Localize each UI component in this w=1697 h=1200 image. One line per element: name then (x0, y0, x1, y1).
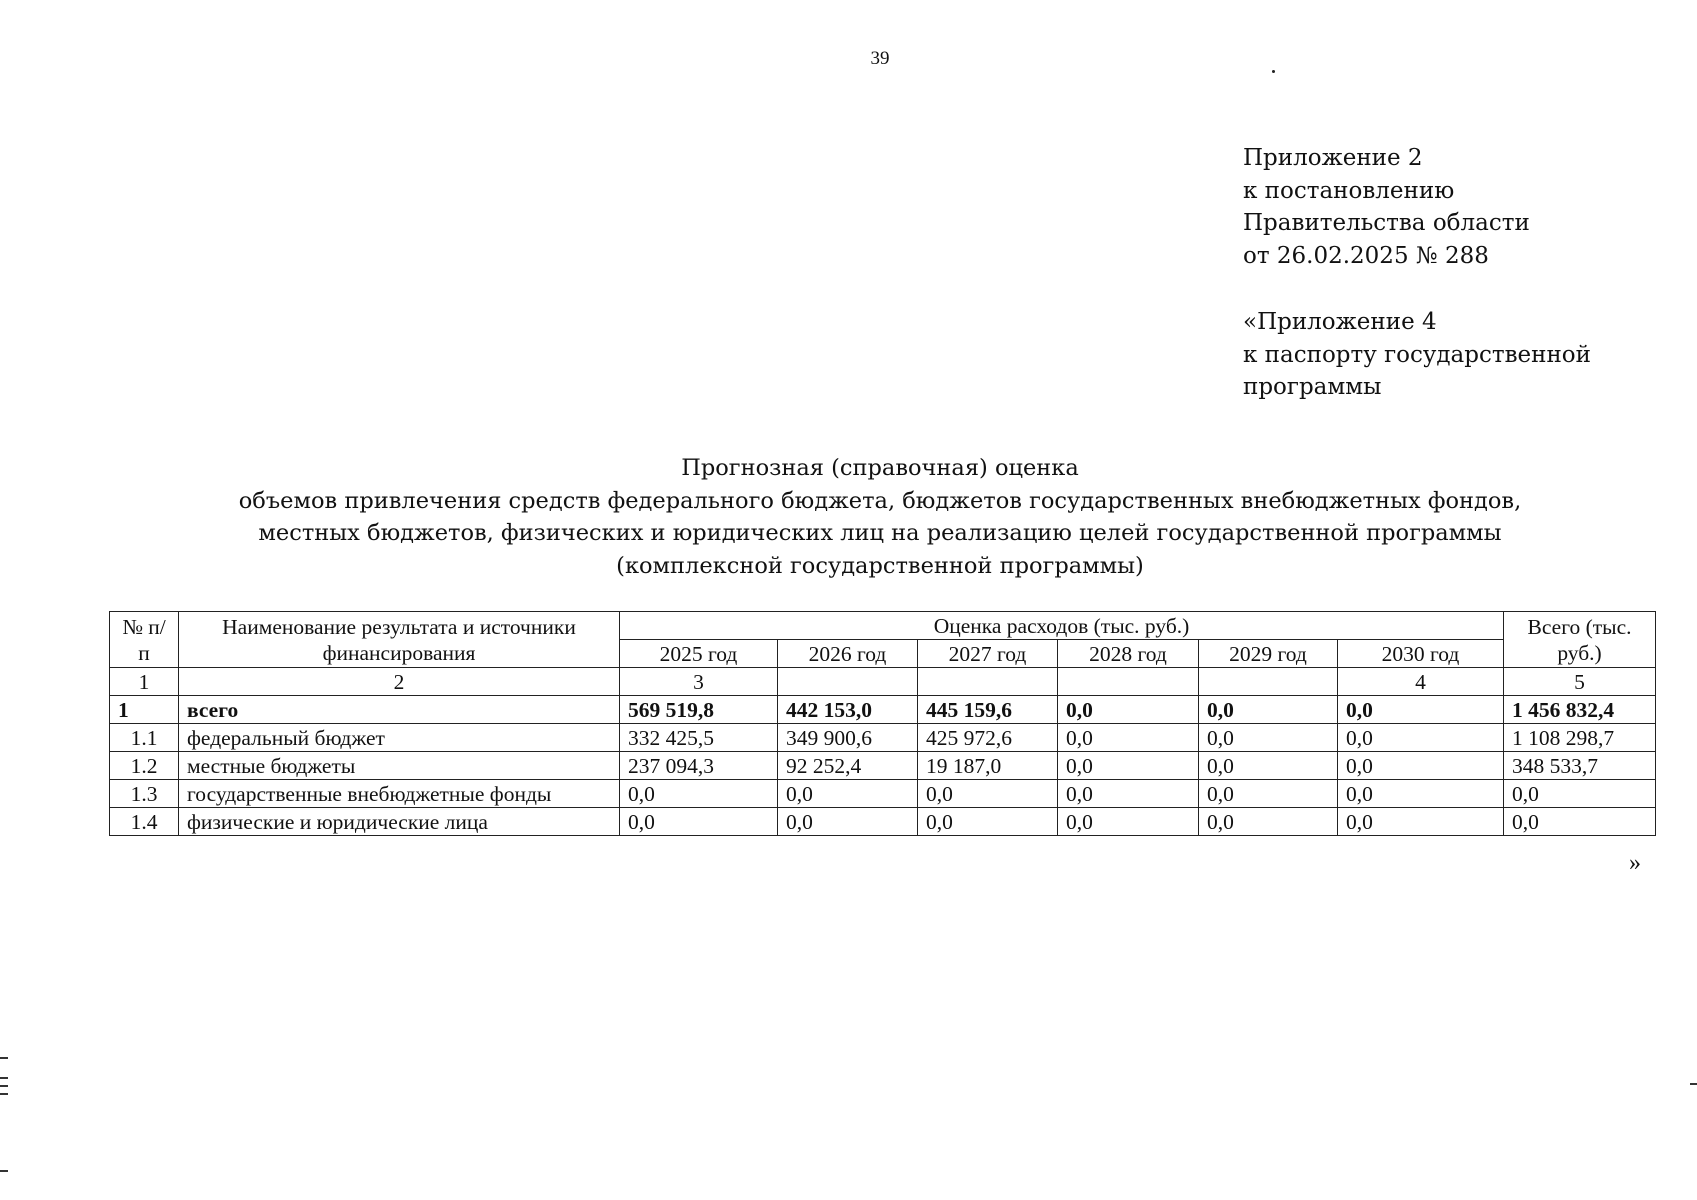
table-body (110, 668, 1656, 836)
row-name: государственные внебюджетные фонды (179, 780, 620, 808)
index-cell: 1 (110, 668, 179, 696)
row-name: местные бюджеты (179, 752, 620, 780)
row-value: 0,0 (1338, 808, 1504, 836)
budget-table (109, 611, 1656, 836)
index-cell: 2 (179, 668, 620, 696)
index-cell: 3 (620, 668, 778, 696)
row-total: 0,0 (1504, 780, 1656, 808)
appendix-line: Приложение 2 (1243, 145, 1423, 171)
edge-mark (1690, 1083, 1697, 1085)
appendix-sub-line: программы (1243, 374, 1382, 400)
header-row (110, 612, 1656, 640)
row-value: 0,0 (1199, 780, 1338, 808)
row-value: 0,0 (1338, 696, 1504, 724)
edge-mark (0, 1093, 8, 1095)
document-title (0, 452, 1697, 582)
appendix-gap (1243, 272, 1591, 306)
row-value: 0,0 (620, 780, 778, 808)
index-cell (778, 668, 918, 696)
table-row (110, 696, 1656, 724)
row-value: 425 972,6 (918, 724, 1058, 752)
row-num: 1 (110, 696, 179, 724)
row-value: 0,0 (1199, 752, 1338, 780)
table-row (110, 724, 1656, 752)
stray-dot (1272, 70, 1275, 73)
header-estimate: Оценка расходов (тыс. руб.) (620, 612, 1504, 640)
row-value: 0,0 (1058, 808, 1199, 836)
row-value: 0,0 (778, 808, 918, 836)
appendix-sub-line: к паспорту государственной (1243, 341, 1591, 368)
header-year: 2025 год (620, 640, 778, 668)
closing-quote: » (1629, 850, 1641, 876)
row-total: 1 108 298,7 (1504, 724, 1656, 752)
row-value: 0,0 (1199, 696, 1338, 724)
row-value: 0,0 (1338, 724, 1504, 752)
header-year: 2026 год (778, 640, 918, 668)
row-value: 0,0 (918, 780, 1058, 808)
row-name: федеральный бюджет (179, 724, 620, 752)
header-year: 2030 год (1338, 640, 1504, 668)
appendix-line: к постановлению (1243, 177, 1455, 204)
table-row (110, 780, 1656, 808)
edge-mark (0, 1085, 8, 1087)
row-value: 19 187,0 (918, 752, 1058, 780)
row-name: всего (179, 696, 620, 724)
header-year: 2028 год (1058, 640, 1199, 668)
edge-mark (0, 1077, 8, 1079)
row-value: 442 153,0 (778, 696, 918, 724)
table-row (110, 752, 1656, 780)
appendix-block (1243, 142, 1591, 404)
header-name: Наименование результата и источники финансирования (179, 612, 620, 668)
title-line: местных бюджетов, физических и юридических лиц на реализацию целей государственной программы (258, 520, 1502, 546)
appendix-line: Правительства области (1243, 210, 1530, 236)
row-value: 237 094,3 (620, 752, 778, 780)
row-value: 349 900,6 (778, 724, 918, 752)
title-line: Прогнозная (справочная) оценка (681, 455, 1079, 481)
page-number: 39 (870, 48, 890, 69)
title-line: объемов привлечения средств федерального бюджета, бюджетов государственных внебюджетных фондов, (238, 487, 1522, 514)
index-cell (918, 668, 1058, 696)
row-value: 445 159,6 (918, 696, 1058, 724)
edge-mark (0, 1057, 8, 1059)
row-num: 1.1 (110, 724, 179, 752)
index-cell (1058, 668, 1199, 696)
row-value: 92 252,4 (778, 752, 918, 780)
row-value: 0,0 (1058, 780, 1199, 808)
row-value: 0,0 (1338, 780, 1504, 808)
header-year: 2029 год (1199, 640, 1338, 668)
header-num: № п/п (110, 612, 179, 668)
title-line: (комплексной государственной программы) (616, 552, 1144, 579)
index-cell (1199, 668, 1338, 696)
row-num: 1.3 (110, 780, 179, 808)
edge-mark (0, 1170, 8, 1172)
appendix-sub-line: «Приложение 4 (1243, 309, 1437, 335)
row-name: физические и юридические лица (179, 808, 620, 836)
row-value: 332 425,5 (620, 724, 778, 752)
row-value: 0,0 (1199, 724, 1338, 752)
row-value: 0,0 (1058, 752, 1199, 780)
index-row (110, 668, 1656, 696)
row-value: 0,0 (778, 780, 918, 808)
row-value: 569 519,8 (620, 696, 778, 724)
index-cell: 4 (1338, 668, 1504, 696)
header-total: Всего (тыс. руб.) (1504, 612, 1656, 668)
row-total: 1 456 832,4 (1504, 696, 1656, 724)
row-value: 0,0 (1058, 724, 1199, 752)
index-cell: 5 (1504, 668, 1656, 696)
row-total: 0,0 (1504, 808, 1656, 836)
row-value: 0,0 (1058, 696, 1199, 724)
header-year: 2027 год (918, 640, 1058, 668)
row-value: 0,0 (918, 808, 1058, 836)
row-value: 0,0 (1338, 752, 1504, 780)
row-value: 0,0 (1199, 808, 1338, 836)
row-value: 0,0 (620, 808, 778, 836)
table-row (110, 808, 1656, 836)
row-total: 348 533,7 (1504, 752, 1656, 780)
row-num: 1.2 (110, 752, 179, 780)
appendix-line: от 26.02.2025 № 288 (1243, 242, 1489, 269)
row-num: 1.4 (110, 808, 179, 836)
